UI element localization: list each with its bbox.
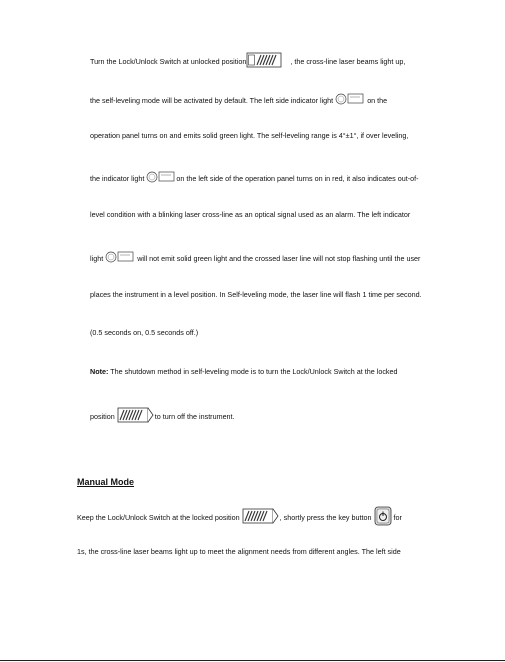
manual-mode-heading: Manual Mode: [77, 477, 135, 487]
p1-line-2: [90, 92, 387, 110]
note-line-1: [90, 366, 398, 378]
p1-line-8: (0.5 seconds on, 0.5 seconds off.): [90, 328, 199, 337]
note-label: Note:: [90, 367, 109, 376]
note-line-2: position to turn off the instrument.: [90, 407, 235, 427]
p1-line-5: level condition with a blinking laser cross-line as an optical signal used as an alarm. The left indicator: [90, 210, 411, 219]
manual-line-1: Keep the Lock/Unlock Switch at the locked position , shortly press the key button for: [77, 506, 402, 530]
note-text: The shutdown method in self-leveling mode is to turn the Lock/Unlock Switch at the locked: [110, 367, 398, 376]
p1-l2-text-a: the self-leveling mode will be activated by default. The left side indicator light: [90, 95, 334, 105]
unlock-switch-icon: [246, 52, 282, 72]
key-button-icon: [374, 506, 392, 530]
indicator-light-icon: [146, 170, 176, 188]
manual-line-2: 1s, the cross-line laser beams light up to meet the alignment needs from different angles. The left side: [77, 547, 401, 556]
p1-line-4: the indicator light on the left side of the operation panel turns on in red, it also indicates out-of-: [90, 170, 418, 188]
lock-switch-icon: [242, 508, 280, 528]
page-bottom-rule: [0, 660, 505, 661]
p1-l1-text-b: , the cross-line laser beams light up,: [290, 56, 406, 66]
p1-line-1: [90, 52, 405, 72]
indicator-light-icon: [105, 250, 135, 268]
p1-line-6: light will not emit solid green light and the crossed laser line will not stop flashing until the user: [90, 250, 420, 268]
indicator-light-icon: [335, 92, 365, 110]
p1-l2-text-b: on the: [367, 95, 388, 105]
p1-l1-text-a: Turn the Lock/Unlock Switch at unlocked position: [90, 56, 247, 66]
p1-line-7: places the instrument in a level position. In Self-leveling mode, the laser line will flash 1 time per second.: [90, 290, 422, 299]
p1-line-3: operation panel turns on and emits solid green light. The self-leveling range is 4°±1°, if over leveling,: [90, 131, 409, 140]
lock-switch-icon: [117, 407, 155, 427]
